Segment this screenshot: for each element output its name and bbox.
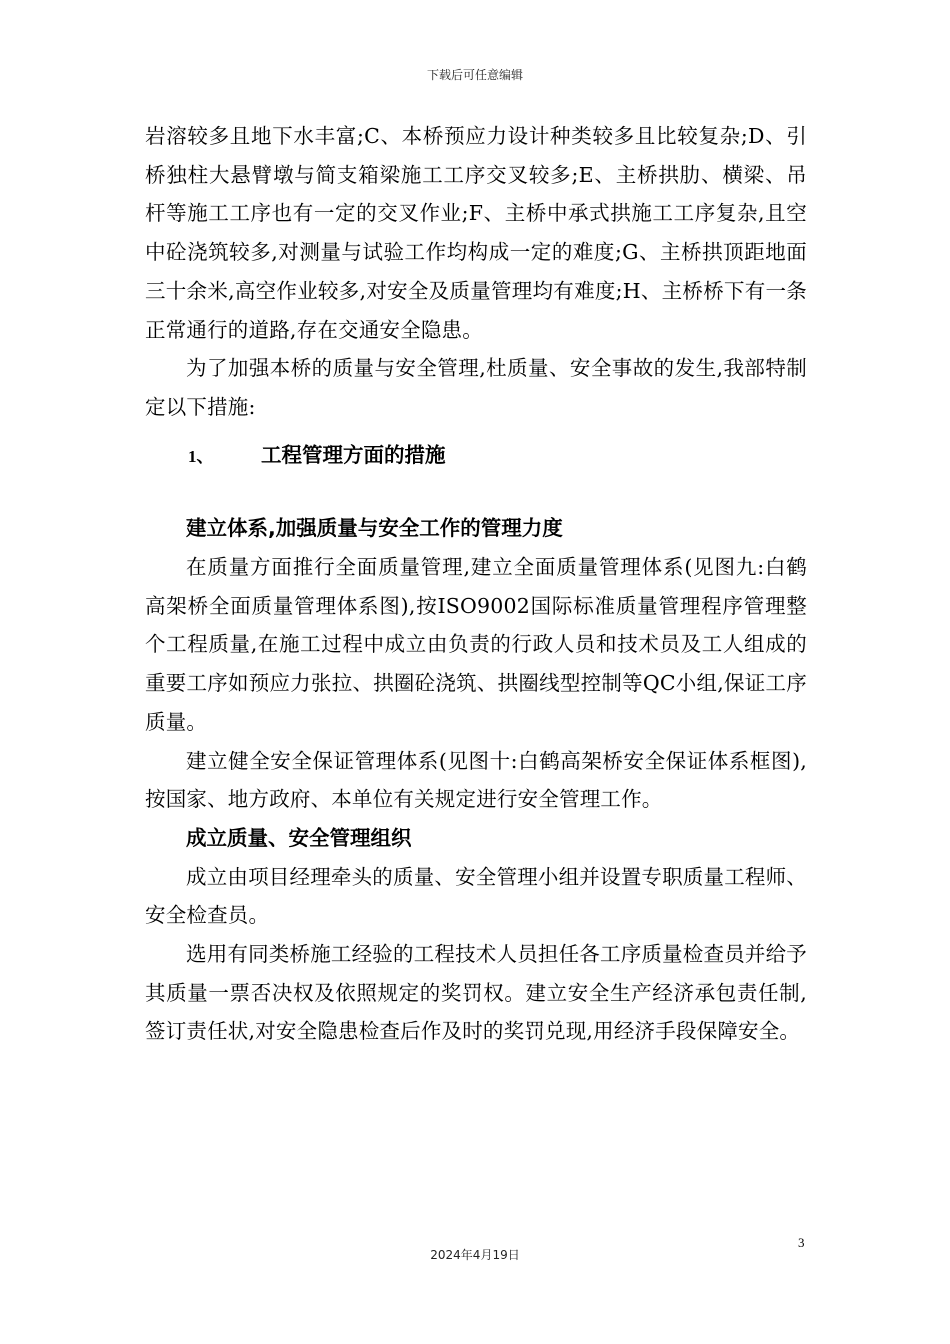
subsection-heading-organization: 成立质量、安全管理组织 (186, 825, 412, 850)
document-body (145, 117, 807, 1051)
section-heading (145, 436, 807, 475)
page-header: 下载后可任意编辑 (426, 68, 523, 82)
intro-paragraph-continued: 岩溶较多且地下水丰富;C、本桥预应力设计种类较多且比较复杂;D、引桥独柱大悬臂墩与简支箱梁施工工序交叉较多;E、主桥拱肋、横梁、吊杆等施工工序也有一定的交叉作业;F、主桥中承式拱施工工序复杂,且空中砼浇筑较多,对测量与试验工作均构成一定的难度;G、主桥拱顶距地面三十余米,高空作业较多,对安全及质量管理均有难度;H、主桥桥下有一条正常通行的道路,存在交通安全隐患。 (145, 124, 807, 342)
paragraph-safety-system: 建立健全安全保证管理体系(见图十:白鹤高架桥安全保证体系框图),按国家、地方政府、本单位有关规定进行安全管理工作。 (145, 748, 807, 812)
page-number: 3 (798, 1235, 805, 1250)
footer-date: 2024年4月19日 (430, 1248, 520, 1262)
section-title: 工程管理方面的措施 (261, 442, 446, 467)
paragraph-management-group: 成立由项目经理牵头的质量、安全管理小组并设置专职质量工程师、安全检查员。 (145, 864, 807, 928)
paragraph-quality-system: 在质量方面推行全面质量管理,建立全面质量管理体系(见图九:白鹤高架桥全面质量管理体系图),按ISO9002国际标准质量管理程序管理整个工程质量,在施工过程中成立由负责的行政人员和技术员及工人组成的重要工序如预应力张拉、拱圈砼浇筑、拱圈线型控制等QC小组,保证工序质量。 (145, 555, 807, 734)
intro-paragraph-measures: 为了加强本桥的质量与安全管理,杜质量、安全事故的发生,我部特制定以下措施: (145, 356, 807, 419)
paragraph-inspectors: 选用有同类桥施工经验的工程技术人员担任各工序质量检查员并给予其质量一票否决权及依照规定的奖罚权。建立安全生产经济承包责任制,签订责任状,对安全隐患检查后作及时的奖罚兑现,用经济手段保障安全。 (145, 942, 807, 1044)
section-number: 1、 (188, 446, 214, 466)
subsection-heading-system: 建立体系,加强质量与安全工作的管理力度 (186, 516, 563, 541)
